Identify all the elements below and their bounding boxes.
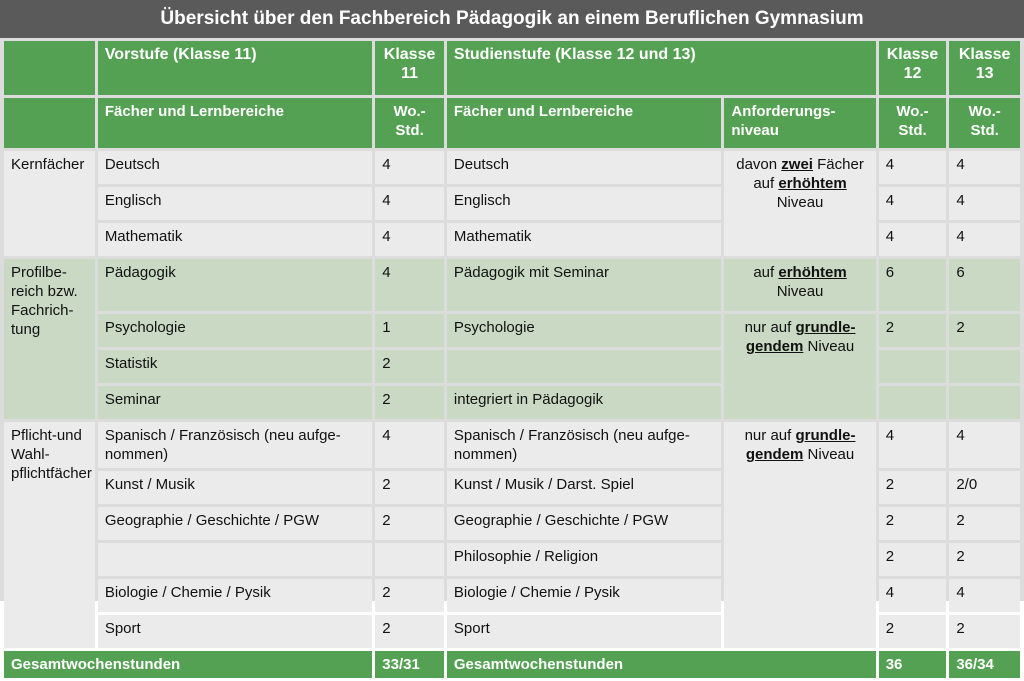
hours-13: 6: [949, 259, 1020, 311]
subject-vorstufe: Deutsch: [98, 151, 372, 184]
hours-11: 4: [375, 187, 444, 220]
subject-vorstufe: Englisch: [98, 187, 372, 220]
hours-12: 2: [879, 543, 947, 576]
hours-12: 4: [879, 187, 947, 220]
table-row: [4, 422, 1020, 468]
subject-studienstufe: [447, 350, 721, 383]
subject-vorstufe: Biologie / Chemie / Pysik: [98, 579, 372, 612]
group-kernfaecher: Kernfächer: [4, 151, 95, 256]
group-profilbereich: Profilbe-reich bzw. Fachrich-tung: [4, 259, 95, 419]
table-title: Übersicht über den Fachbereich Pädagogik an einem Beruflichen Gymnasium: [0, 0, 1024, 38]
hours-12: 6: [879, 259, 947, 311]
hours-12: [879, 350, 947, 383]
hours-13: 4: [949, 422, 1020, 468]
hours-11: 1: [375, 314, 444, 347]
footer-label-studienstufe: Gesamtwochenstunden: [447, 651, 876, 678]
header-studienstufe: Studienstufe (Klasse 12 und 13): [447, 41, 876, 95]
hours-11: 2: [375, 386, 444, 419]
hours-11: 4: [375, 422, 444, 468]
hours-13: 2: [949, 615, 1020, 648]
subject-vorstufe: Sport: [98, 615, 372, 648]
header-klasse-11: Klasse 11: [375, 41, 444, 95]
niveau-psychologie: nur auf grundle-gendem Niveau: [724, 314, 875, 419]
niveau-kernfaecher: davon zwei Fächer auf erhöhtem Niveau: [724, 151, 875, 256]
footer-total-13: 36/34: [949, 651, 1020, 678]
footer-row: [4, 651, 1020, 678]
niveau-paedagogik: auf erhöhtem Niveau: [724, 259, 875, 311]
subject-vorstufe: Kunst / Musik: [98, 471, 372, 504]
niveau-pflichtfaecher: nur auf grundle-gendem Niveau: [724, 422, 875, 648]
hours-11: 2: [375, 579, 444, 612]
subject-studienstufe: Spanisch / Französisch (neu aufge-nommen): [447, 422, 721, 468]
hours-12: 2: [879, 615, 947, 648]
subject-vorstufe: [98, 543, 372, 576]
footer-total-11: 33/31: [375, 651, 444, 678]
hours-12: [879, 386, 947, 419]
subject-studienstufe: Mathematik: [447, 223, 721, 256]
hours-12: 4: [879, 579, 947, 612]
subject-vorstufe: Mathematik: [98, 223, 372, 256]
subject-vorstufe: Psychologie: [98, 314, 372, 347]
subject-studienstufe: Pädagogik mit Seminar: [447, 259, 721, 311]
hours-13: [949, 350, 1020, 383]
hours-12: 4: [879, 422, 947, 468]
hours-12: 2: [879, 471, 947, 504]
footer-label-vorstufe: Gesamtwochenstunden: [4, 651, 372, 678]
header-klasse-12: Klasse 12: [879, 41, 947, 95]
hours-13: 4: [949, 151, 1020, 184]
header-corner: [4, 41, 95, 95]
header-wo-std-13: Wo.-Std.: [949, 98, 1020, 148]
curriculum-table: [1, 38, 1023, 681]
subject-studienstufe: integriert in Pädagogik: [447, 386, 721, 419]
hours-11: 4: [375, 259, 444, 311]
hours-13: 2/0: [949, 471, 1020, 504]
hours-12: 2: [879, 314, 947, 347]
subject-vorstufe: Spanisch / Französisch (neu aufge-nommen): [98, 422, 372, 468]
hours-12: 4: [879, 151, 947, 184]
hours-13: 4: [949, 223, 1020, 256]
table-row: [4, 314, 1020, 347]
subject-studienstufe: Deutsch: [447, 151, 721, 184]
header-row-1: [4, 41, 1020, 95]
header-anforderungsniveau: Anforderungs-niveau: [724, 98, 875, 148]
hours-11: 2: [375, 507, 444, 540]
header-wo-std-11: Wo.-Std.: [375, 98, 444, 148]
subject-vorstufe: Geographie / Geschichte / PGW: [98, 507, 372, 540]
header-wo-std-12: Wo.-Std.: [879, 98, 947, 148]
header-vorstufe: Vorstufe (Klasse 11): [98, 41, 372, 95]
hours-11: 2: [375, 350, 444, 383]
hours-11: 4: [375, 223, 444, 256]
subject-studienstufe: Philosophie / Religion: [447, 543, 721, 576]
header-row-2: [4, 98, 1020, 148]
subject-studienstufe: Englisch: [447, 187, 721, 220]
hours-11: 4: [375, 151, 444, 184]
group-pflichtfaecher: Pflicht-und Wahl-pflichtfächer: [4, 422, 95, 648]
hours-11: 2: [375, 615, 444, 648]
subject-vorstufe: Pädagogik: [98, 259, 372, 311]
subject-studienstufe: Sport: [447, 615, 721, 648]
subject-vorstufe: Statistik: [98, 350, 372, 383]
table-row: [4, 259, 1020, 311]
subject-studienstufe: Psychologie: [447, 314, 721, 347]
hours-12: 2: [879, 507, 947, 540]
header-corner-2: [4, 98, 95, 148]
subject-vorstufe: Seminar: [98, 386, 372, 419]
header-faecher-vorstufe: Fächer und Lernbereiche: [98, 98, 372, 148]
hours-13: 2: [949, 507, 1020, 540]
footer-total-12: 36: [879, 651, 947, 678]
header-faecher-studienstufe: Fächer und Lernbereiche: [447, 98, 721, 148]
hours-13: 4: [949, 579, 1020, 612]
table-row: [4, 151, 1020, 184]
hours-13: 2: [949, 314, 1020, 347]
hours-13: 4: [949, 187, 1020, 220]
hours-12: 4: [879, 223, 947, 256]
header-klasse-13: Klasse 13: [949, 41, 1020, 95]
hours-13: 2: [949, 543, 1020, 576]
subject-studienstufe: Geographie / Geschichte / PGW: [447, 507, 721, 540]
hours-11: [375, 543, 444, 576]
hours-13: [949, 386, 1020, 419]
hours-11: 2: [375, 471, 444, 504]
subject-studienstufe: Biologie / Chemie / Pysik: [447, 579, 721, 612]
subject-studienstufe: Kunst / Musik / Darst. Spiel: [447, 471, 721, 504]
